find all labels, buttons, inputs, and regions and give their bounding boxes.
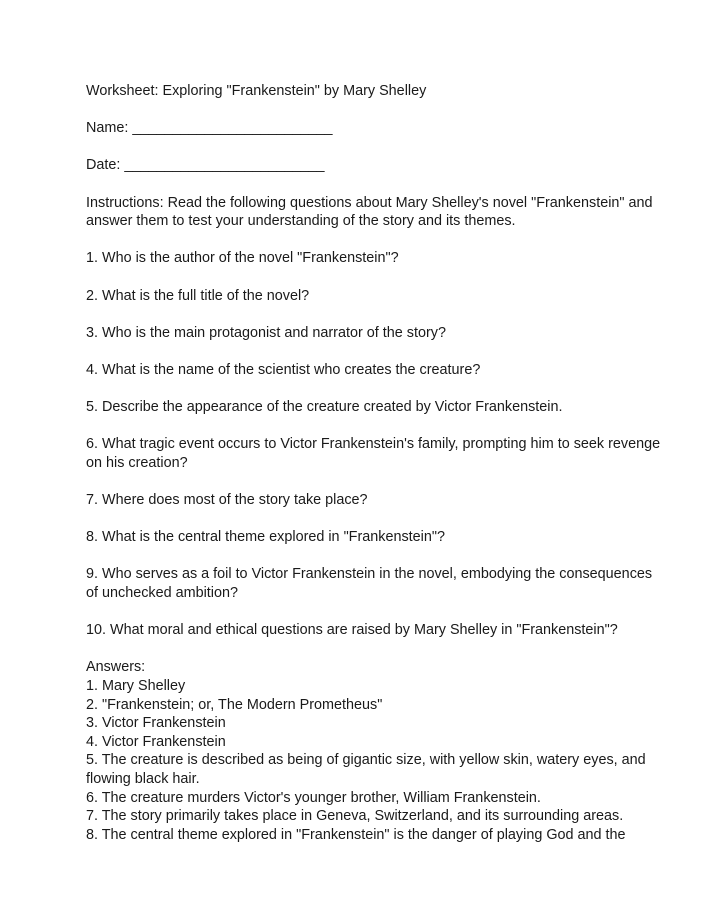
answer-item: 5. The creature is described as being of gigantic size, with yellow skin, watery eyes, and flowing black hair. [86,752,646,787]
question-item: 4. What is the name of the scientist who creates the creature? [86,361,481,378]
worksheet-title: Worksheet: Exploring "Frankenstein" by Mary Shelley [86,83,427,99]
answers-heading: Answers: [86,659,146,676]
question-item: 10. What moral and ethical questions are raised by Mary Shelley in "Frankenstein"? [86,622,618,639]
question-item: 9. Who serves as a foil to Victor Frankenstein in the novel, embodying the consequences of unchecked ambition? [86,566,653,602]
question-item: 5. Describe the appearance of the creature created by Victor Frankenstein. [86,399,563,416]
instructions-paragraph: Instructions: Read the following questions about Mary Shelley's novel "Frankenstein" and answer them to test your understanding of the story and its themes. [86,194,653,230]
question-item: 8. What is the central theme explored in "Frankenstein"? [86,529,445,546]
answer-item: 8. The central theme explored in "Frankenstein" is the danger of playing God and the [86,826,626,843]
answer-item: 6. The creature murders Victor's younger brother, William Frankenstein. [86,789,541,806]
date-field-line: Date: _________________________ [86,157,325,174]
answer-item: 4. Victor Frankenstein [86,733,226,750]
worksheet-page [86,82,666,844]
question-item: 2. What is the full title of the novel? [86,287,310,304]
question-item: 6. What tragic event occurs to Victor Frankenstein's family, prompting him to seek revenge on his creation? [86,436,661,471]
name-field-line: Name: _________________________ [86,120,333,137]
question-item: 1. Who is the author of the novel "Frankenstein"? [86,250,399,267]
question-item: 3. Who is the main protagonist and narrator of the story? [86,324,446,341]
answer-item: 3. Victor Frankenstein [86,715,226,732]
answer-item: 7. The story primarily takes place in Geneva, Switzerland, and its surrounding areas. [86,808,624,825]
answer-item: 1. Mary Shelley [86,678,186,694]
answer-item: 2. "Frankenstein; or, The Modern Prometheus" [86,696,383,713]
question-item: 7. Where does most of the story take place? [86,492,368,509]
